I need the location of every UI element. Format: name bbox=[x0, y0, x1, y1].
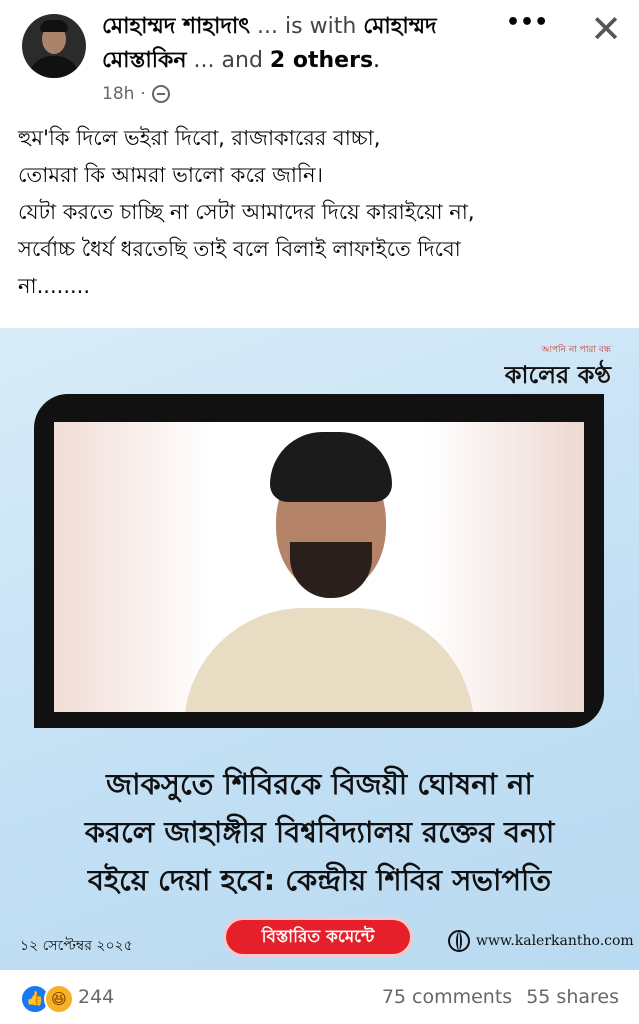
logo-name: কালের কণ্ঠ bbox=[504, 360, 611, 389]
post-text bbox=[18, 120, 628, 305]
more-options-icon[interactable]: ••• bbox=[506, 10, 549, 35]
photo-body bbox=[184, 608, 474, 712]
with-text: ... is with bbox=[257, 14, 357, 39]
card-website bbox=[448, 930, 634, 952]
website-globe-icon bbox=[448, 930, 470, 952]
headline-line-3: বইয়ে দেয়া হবে: কেন্দ্রীয় শিবির সভাপতি bbox=[87, 863, 552, 897]
post-line-4: সর্বোচ্চ ধৈর্য ধরতেছি তাই বলে বিলাই লাফাইতে দিবো bbox=[18, 237, 461, 261]
tagged-user-1-cont[interactable]: মোস্তাকিন bbox=[102, 48, 187, 73]
news-card-image[interactable] bbox=[0, 328, 639, 970]
post-line-1: হুম'কি দিলে ভইরা দিবো, রাজাকারের বাচ্চা, bbox=[18, 126, 381, 150]
post-time[interactable]: 18h bbox=[102, 84, 135, 104]
post-meta bbox=[102, 84, 170, 104]
avatar-body bbox=[28, 56, 80, 78]
like-icon: 👍 bbox=[20, 984, 50, 1014]
post-line-2: তোমরা কি আমরা ভালো করে জানি। bbox=[18, 163, 324, 187]
shares-count[interactable]: 55 shares bbox=[526, 986, 619, 1008]
post-line-5: না........ bbox=[18, 274, 91, 298]
haha-icon: 😆 bbox=[44, 984, 74, 1014]
avatar-hair bbox=[40, 20, 68, 32]
close-icon[interactable]: ✕ bbox=[590, 7, 622, 51]
reaction-icons[interactable] bbox=[20, 984, 80, 1012]
newspaper-logo bbox=[505, 342, 611, 397]
comments-count[interactable]: 75 comments bbox=[381, 986, 513, 1008]
post-header bbox=[0, 0, 639, 115]
author-avatar[interactable] bbox=[22, 14, 86, 78]
card-headline bbox=[0, 760, 639, 904]
post-line-3: যেটা করতে চাচ্ছি না সেটা আমাদের দিয়ে কারাইয়ো না, bbox=[18, 200, 475, 224]
photo-hair bbox=[270, 432, 392, 502]
reactions-bar bbox=[0, 972, 639, 1024]
globe-icon bbox=[152, 85, 170, 103]
headline-line-2: করলে জাহাঙ্গীর বিশ্ববিদ্যালয় রক্তের বন্যা bbox=[84, 815, 555, 849]
logo-tagline: আপনি না পারা বন্ধ bbox=[541, 345, 611, 355]
and-text: ... and bbox=[193, 48, 263, 73]
details-in-comment-badge: বিস্তারিত কমেন্টে bbox=[226, 920, 410, 954]
website-text: www.kalerkantho.com bbox=[476, 933, 634, 949]
post-title bbox=[102, 10, 572, 78]
headline-line-1: জাকসুতে শিবিরকে বিজয়ী ঘোষনা না bbox=[106, 767, 533, 801]
author-name[interactable]: মোহাম্মদ শাহাদাৎ bbox=[102, 14, 251, 39]
tagged-user-1[interactable]: মোহাম্মদ bbox=[363, 14, 437, 39]
others-link[interactable]: 2 others bbox=[269, 48, 374, 73]
photo-beard bbox=[290, 542, 372, 598]
reaction-count[interactable]: 244 bbox=[78, 986, 115, 1008]
title-period: . bbox=[373, 48, 381, 73]
card-date: ১২ সেপ্টেম্বর ২০২৫ bbox=[20, 938, 133, 954]
post-stats bbox=[382, 986, 619, 1008]
person-photo bbox=[54, 422, 584, 712]
meta-separator: · bbox=[140, 84, 146, 104]
photo-frame bbox=[34, 394, 604, 728]
